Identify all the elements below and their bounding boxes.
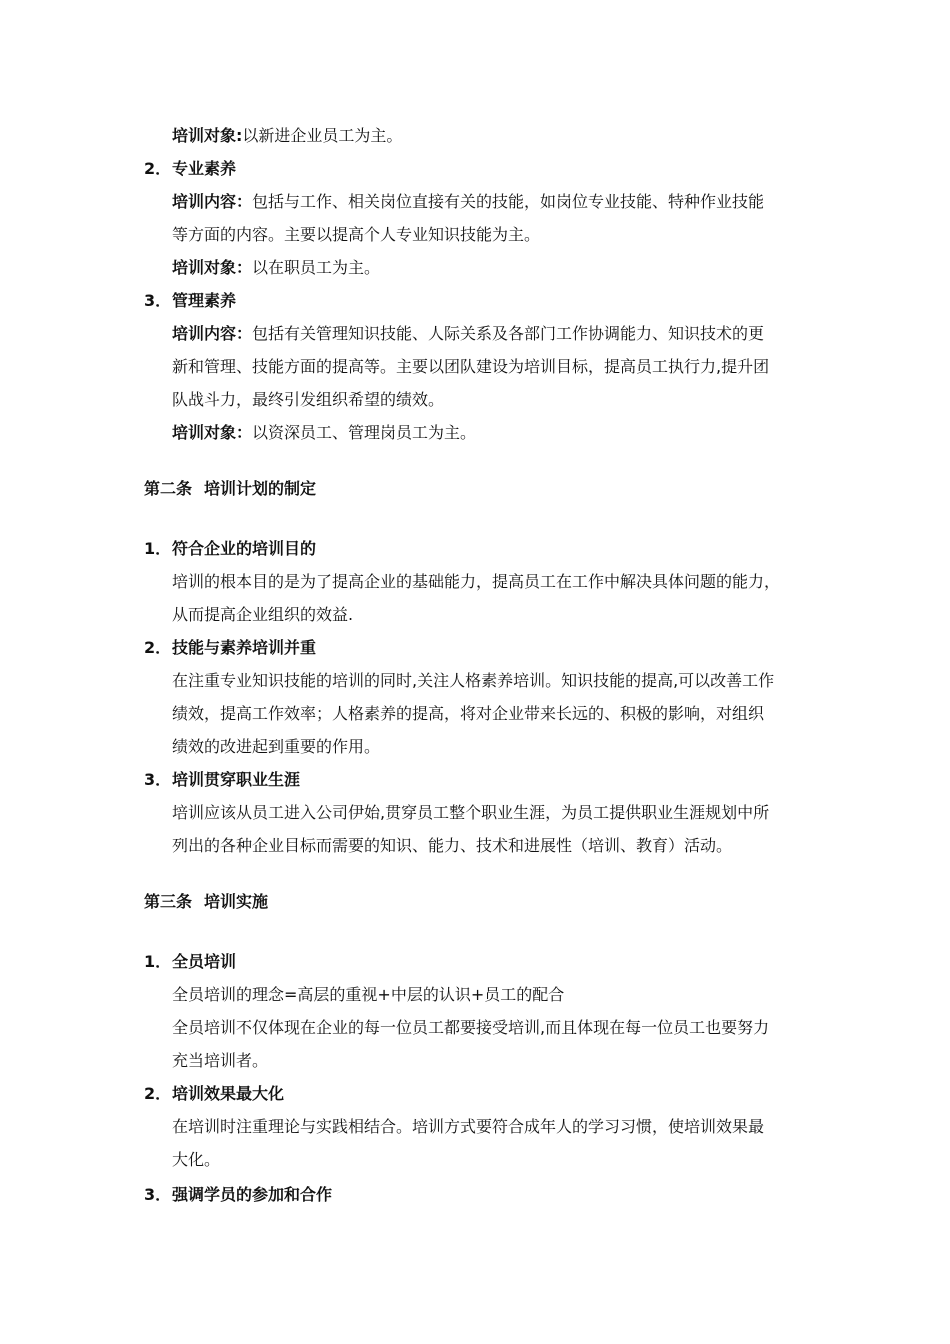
- list-number: 2．: [144, 159, 172, 178]
- section-heading: [144, 478, 316, 500]
- field-label: 培训对象：: [172, 423, 253, 442]
- paragraph-line: 全员培训的理念=高层的重视+中层的认识+员工的配合: [172, 985, 565, 1004]
- field-text: 包括与工作、相关岗位直接有关的技能，如岗位专业技能、特种作业技能: [252, 192, 765, 211]
- field-label: 培训内容：: [172, 192, 253, 211]
- section-number: 第三条: [144, 892, 193, 911]
- list-title: 培训效果最大化: [172, 1084, 285, 1103]
- list-title: 符合企业的培训目的: [172, 539, 317, 558]
- list-item-heading: [144, 951, 236, 973]
- list-title: 管理素养: [172, 291, 237, 310]
- list-item-heading: [144, 158, 236, 180]
- field-label: 培训对象:: [172, 126, 243, 145]
- section-title: 培训实施: [204, 892, 269, 911]
- list-item-heading: [144, 1184, 332, 1206]
- paragraph-line: 大化。: [172, 1150, 221, 1169]
- paragraph-line: 培训应该从员工进入公司伊始,贯穿员工整个职业生涯，为员工提供职业生涯规划中所: [172, 803, 770, 822]
- paragraph-line: 充当培训者。: [172, 1051, 269, 1070]
- paragraph-line: [172, 125, 402, 147]
- paragraph-line: 等方面的内容。主要以提高个人专业知识技能为主。: [172, 225, 541, 244]
- section-title: 培训计划的制定: [204, 479, 317, 498]
- field-label: 培训对象：: [172, 258, 253, 277]
- list-number: 1．: [144, 539, 172, 558]
- paragraph-line: 全员培训不仅体现在企业的每一位员工都要接受培训,而且体现在每一位员工也要努力: [172, 1018, 770, 1037]
- list-item-heading: [144, 538, 316, 560]
- section-number: 第二条: [144, 479, 193, 498]
- paragraph-line: 新和管理、技能方面的提高等。主要以团队建设为培训目标，提高员工执行力,提升团: [172, 357, 770, 376]
- list-item-heading: [144, 637, 316, 659]
- list-title: 强调学员的参加和合作: [172, 1185, 333, 1204]
- paragraph-line: 从而提高企业组织的效益.: [172, 605, 354, 624]
- paragraph-line: 绩效的改进起到重要的作用。: [172, 737, 381, 756]
- field-text: 以在职员工为主。: [252, 258, 381, 277]
- list-number: 2．: [144, 1084, 172, 1103]
- field-text: 以资深员工、管理岗员工为主。: [252, 423, 477, 442]
- paragraph-line: 在注重专业知识技能的培训的同时,关注人格素养培训。知识技能的提高,可以改善工作: [172, 671, 775, 690]
- list-title: 专业素养: [172, 159, 237, 178]
- field-text: 以新进企业员工为主。: [242, 126, 403, 145]
- paragraph-line: [172, 191, 764, 213]
- field-text: 包括有关管理知识技能、人际关系及各部门工作协调能力、知识技术的更: [252, 324, 765, 343]
- paragraph-line: 队战斗力，最终引发组织希望的绩效。: [172, 390, 445, 409]
- field-label: 培训内容：: [172, 324, 253, 343]
- list-number: 3．: [144, 770, 172, 789]
- list-item-heading: [144, 1083, 284, 1105]
- section-heading: [144, 891, 268, 913]
- list-item-heading: [144, 290, 236, 312]
- paragraph-line: [172, 257, 380, 279]
- paragraph-line: 列出的各种企业目标而需要的知识、能力、技术和进展性（培训、教育）活动。: [172, 836, 733, 855]
- paragraph-line: 培训的根本目的是为了提高企业的基础能力，提高员工在工作中解决具体问题的能力，: [172, 572, 781, 591]
- paragraph-line: 在培训时注重理论与实践相结合。培训方式要符合成年人的学习习惯，使培训效果最: [172, 1117, 765, 1136]
- paragraph-line: [172, 422, 476, 444]
- list-number: 2．: [144, 638, 172, 657]
- list-item-heading: [144, 769, 300, 791]
- list-number: 3．: [144, 291, 172, 310]
- paragraph-line: 绩效，提高工作效率；人格素养的提高，将对企业带来长远的、积极的影响，对组织: [172, 704, 765, 723]
- paragraph-line: [172, 323, 764, 345]
- list-title: 全员培训: [172, 952, 237, 971]
- list-number: 1．: [144, 952, 172, 971]
- list-number: 3．: [144, 1185, 172, 1204]
- list-title: 技能与素养培训并重: [172, 638, 317, 657]
- list-title: 培训贯穿职业生涯: [172, 770, 301, 789]
